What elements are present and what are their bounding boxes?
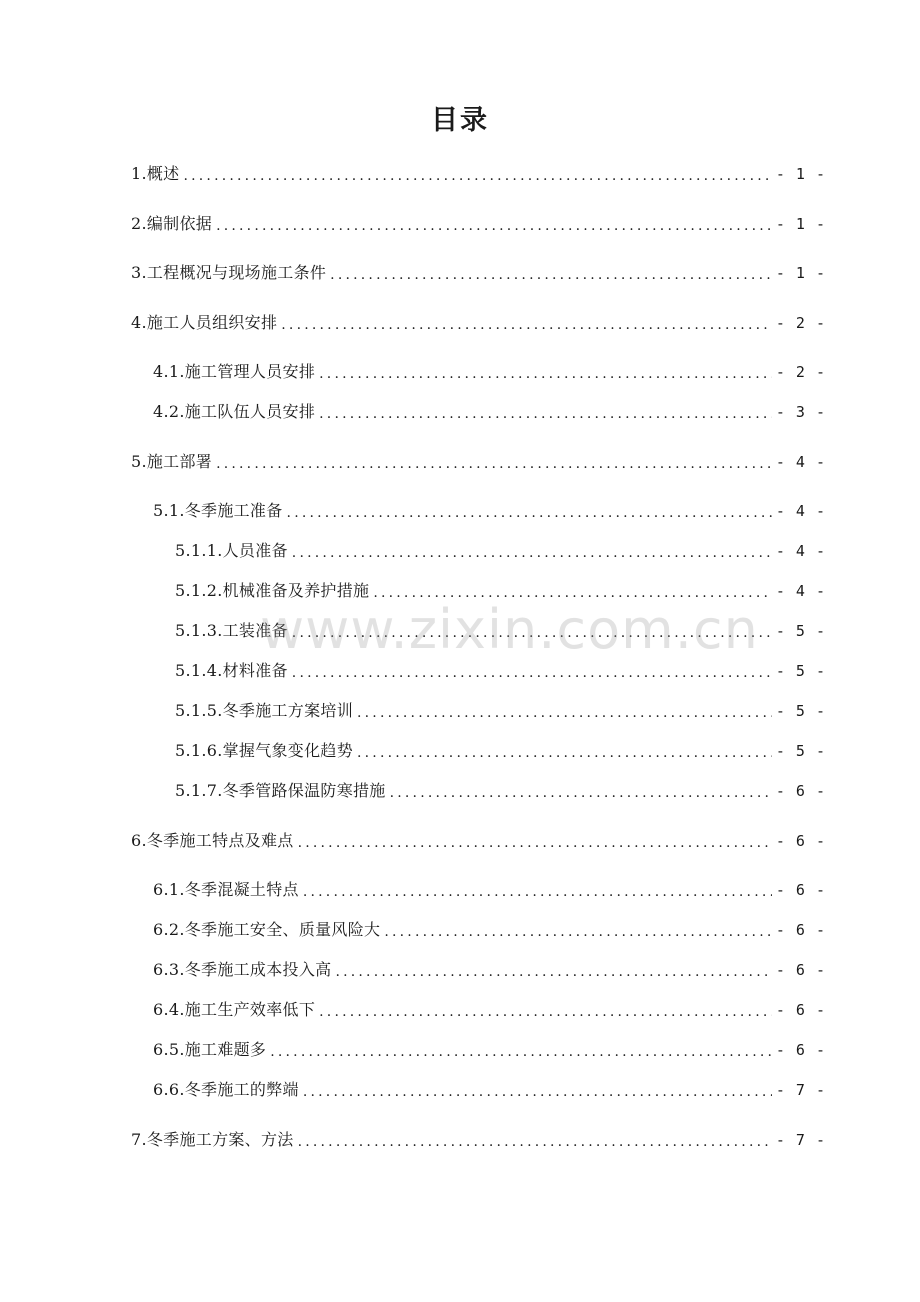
toc-entry-text: 5.1.冬季施工准备: [153, 501, 283, 520]
toc-entry[interactable]: [131, 212, 826, 236]
toc-page-number: - 7 -: [775, 1131, 826, 1149]
toc-entry[interactable]: [153, 918, 826, 942]
toc-page-number: - 6 -: [775, 832, 826, 850]
toc-leader-dots: [384, 920, 772, 944]
toc-entry[interactable]: [131, 162, 826, 186]
toc-entry[interactable]: [131, 829, 826, 853]
toc-page-number: - 6 -: [775, 921, 826, 939]
toc-page-number: - 6 -: [775, 1041, 826, 1059]
toc-page-number: - 7 -: [775, 1081, 826, 1099]
toc-entry[interactable]: [131, 1128, 826, 1152]
toc-page-number: - 4 -: [775, 453, 826, 471]
toc-entry-text: 4.施工人员组织安排: [131, 313, 278, 332]
toc-entry[interactable]: [175, 699, 826, 723]
toc-leader-dots: [373, 581, 772, 605]
toc-entry[interactable]: [175, 579, 826, 603]
toc-entry-text: 6.4.施工生产效率低下: [153, 1000, 316, 1019]
toc-entry[interactable]: [131, 450, 826, 474]
toc-page-number: - 2 -: [775, 363, 826, 381]
toc-leader-dots: [390, 781, 772, 805]
toc-page-number: - 1 -: [775, 215, 826, 233]
toc-entry[interactable]: [131, 311, 826, 335]
toc-page-number: - 6 -: [775, 961, 826, 979]
toc-entry-text: 5.1.3.工装准备: [175, 621, 288, 640]
toc-entry[interactable]: [153, 499, 826, 523]
toc-leader-dots: [270, 1040, 772, 1064]
toc-entry-text: 6.3.冬季施工成本投入高: [153, 960, 332, 979]
toc-leader-dots: [357, 741, 772, 765]
toc-title: 目录: [431, 105, 489, 136]
toc-leader-dots: [292, 661, 772, 685]
toc-entry-text: 5.1.5.冬季施工方案培训: [175, 701, 353, 720]
toc-entry[interactable]: [153, 1078, 826, 1102]
toc-page-number: - 2 -: [775, 314, 826, 332]
toc-leader-dots: [319, 362, 772, 386]
toc-entry[interactable]: [153, 958, 826, 982]
toc-entry-text: 6.1.冬季混凝土特点: [153, 880, 299, 899]
toc-leader-dots: [357, 701, 772, 725]
toc-entry-text: 2.编制依据: [131, 214, 213, 233]
toc-entry[interactable]: [175, 659, 826, 683]
toc-entry[interactable]: [175, 739, 826, 763]
toc-leader-dots: [303, 880, 772, 904]
toc-entry[interactable]: [153, 400, 826, 424]
toc-entry-text: 1.概述: [131, 164, 180, 183]
toc-entry[interactable]: [175, 619, 826, 643]
toc-leader-dots: [298, 831, 772, 855]
toc-leader-dots: [298, 1130, 772, 1154]
toc-page-number: - 3 -: [775, 403, 826, 421]
toc-page-number: - 5 -: [775, 742, 826, 760]
toc-page-number: - 5 -: [775, 662, 826, 680]
toc-entry[interactable]: [153, 998, 826, 1022]
toc-leader-dots: [303, 1080, 772, 1104]
toc-entry-text: 5.1.6.掌握气象变化趋势: [175, 741, 353, 760]
toc-leader-dots: [183, 164, 771, 188]
watermark: www.zixin.com.cn: [260, 598, 759, 661]
toc-entry[interactable]: [175, 539, 826, 563]
toc-leader-dots: [281, 313, 772, 337]
toc-page-number: - 4 -: [775, 502, 826, 520]
toc-page-number: - 6 -: [775, 782, 826, 800]
toc-entry-text: 5.1.2.机械准备及养护措施: [175, 581, 370, 600]
toc-leader-dots: [287, 501, 772, 525]
toc-entry-text: 6.冬季施工特点及难点: [131, 831, 294, 850]
toc-entry[interactable]: [131, 261, 826, 285]
toc-entry[interactable]: [153, 1038, 826, 1062]
toc-entry-text: 7.冬季施工方案、方法: [131, 1130, 294, 1149]
toc-entry-text: 6.5.施工难题多: [153, 1040, 267, 1059]
toc-entry-text: 4.1.施工管理人员安排: [153, 362, 316, 381]
toc-entry-text: 5.1.4.材料准备: [175, 661, 288, 680]
toc-entry-text: 5.1.7.冬季管路保温防寒措施: [175, 781, 386, 800]
toc-entry[interactable]: [153, 360, 826, 384]
toc-page-number: - 6 -: [775, 881, 826, 899]
toc-page-number: - 5 -: [775, 702, 826, 720]
toc-leader-dots: [319, 1000, 772, 1024]
toc-leader-dots: [335, 960, 771, 984]
toc-page-number: - 4 -: [775, 582, 826, 600]
toc-entry-text: 5.施工部署: [131, 452, 213, 471]
toc-leader-dots: [216, 452, 772, 476]
toc-entry-text: 4.2.施工队伍人员安排: [153, 402, 316, 421]
toc-leader-dots: [330, 263, 772, 287]
toc-leader-dots: [216, 214, 772, 238]
toc-entry-text: 3.工程概况与现场施工条件: [131, 263, 327, 282]
toc-leader-dots: [292, 541, 772, 565]
toc-entry-text: 6.2.冬季施工安全、质量风险大: [153, 920, 381, 939]
toc-entry[interactable]: [153, 878, 826, 902]
toc-entry[interactable]: [175, 779, 826, 803]
toc-page-number: - 6 -: [775, 1001, 826, 1019]
toc-leader-dots: [292, 621, 772, 645]
toc-leader-dots: [319, 402, 772, 426]
toc-page-number: - 1 -: [775, 165, 826, 183]
toc-page-number: - 5 -: [775, 622, 826, 640]
toc-page-number: - 1 -: [775, 264, 826, 282]
toc-entry-text: 5.1.1.人员准备: [175, 541, 288, 560]
toc-entry-text: 6.6.冬季施工的弊端: [153, 1080, 299, 1099]
toc-page-number: - 4 -: [775, 542, 826, 560]
